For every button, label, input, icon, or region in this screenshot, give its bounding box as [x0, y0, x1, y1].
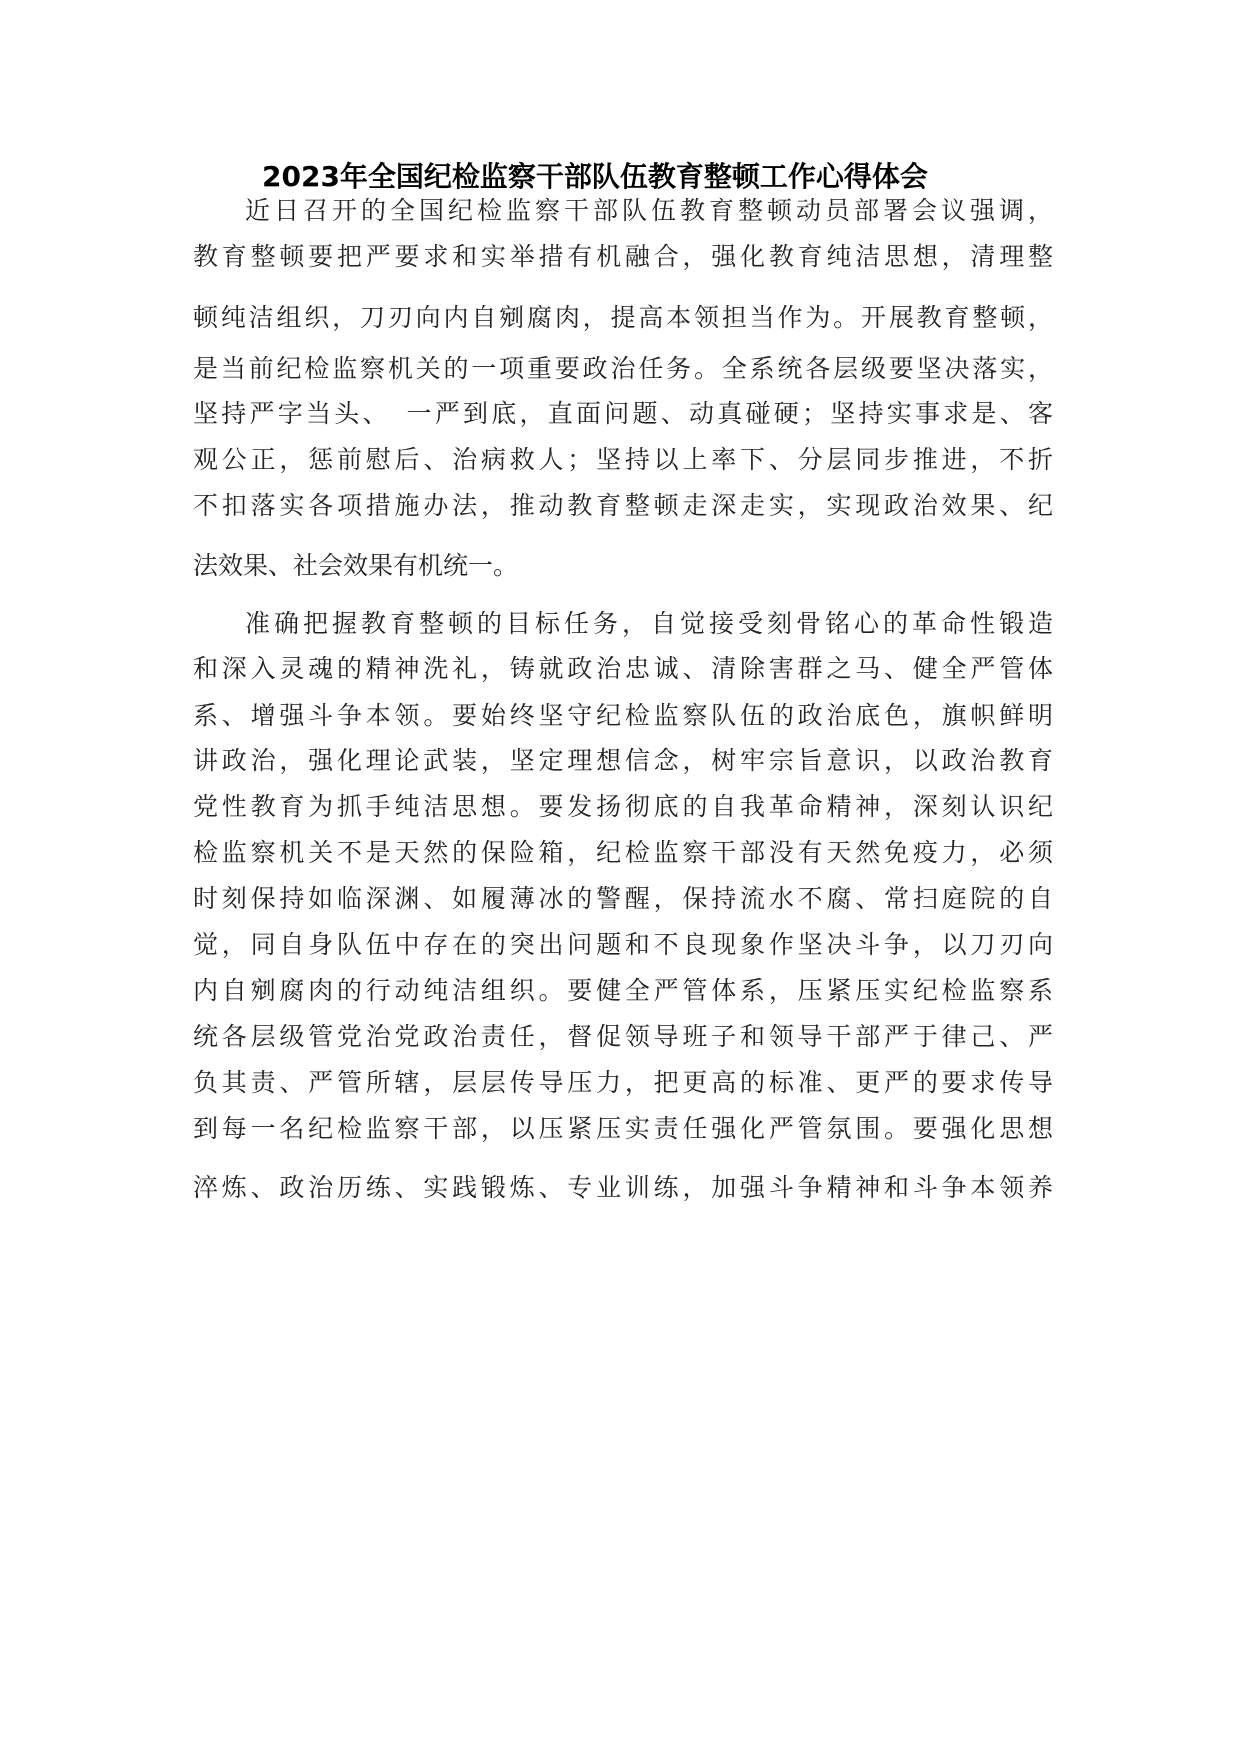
paragraph-2-line: 检监察机关不是天然的保险箱，纪检监察干部没有天然免疫力，必须 [193, 838, 1053, 867]
paragraph-2-line: 负其责、严管所辖，层层传导压力，把更高的标准、更严的要求传导 [193, 1068, 1053, 1097]
paragraph-1-line: 是当前纪检监察机关的一项重要政治任务。全系统各层级要坚决落实， [193, 354, 1053, 383]
paragraph-1-line: 法效果、社会效果有机统一。 [193, 551, 519, 580]
paragraph-2-line: 和深入灵魂的精神洗礼，铸就政治忠诚、清除害群之马、健全严管体 [193, 654, 1053, 683]
document-title: 2023年全国纪检监察干部队伍教育整顿工作心得体会 [262, 160, 928, 193]
paragraph-1-line: 不扣落实各项措施办法，推动教育整顿走深走实，实现政治效果、纪 [193, 491, 1053, 520]
paragraph-1-line: 教育整顿要把严要求和实举措有机融合，强化教育纯洁思想，清理整 [193, 242, 1053, 271]
paragraph-2-line: 统各层级管党治党政治责任，督促领导班子和领导干部严于律己、严 [193, 1022, 1053, 1051]
paragraph-2-line: 时刻保持如临深渊、如履薄冰的警醒，保持流水不腐、常扫庭院的自 [193, 884, 1053, 913]
paragraph-1-line: 顿纯洁组织，刀刃向内自剜腐肉，提高本领担当作为。开展教育整顿， [193, 303, 1053, 332]
paragraph-1-line: 坚持严字当头、 一严到底，直面问题、动真碰硬；坚持实事求是、客 [193, 399, 1053, 428]
paragraph-2-line: 党性教育为抓手纯洁思想。要发扬彻底的自我革命精神，深刻认识纪 [193, 792, 1053, 821]
paragraph-2-line: 准确把握教育整顿的目标任务，自觉接受刻骨铭心的革命性锻造 [245, 609, 1053, 638]
paragraph-2-line: 内自剜腐肉的行动纯洁组织。要健全严管体系，压紧压实纪检监察系 [193, 976, 1053, 1005]
paragraph-2-line: 觉，同自身队伍中存在的突出问题和不良现象作坚决斗争，以刀刃向 [193, 930, 1053, 959]
paragraph-2-line: 淬炼、政治历练、实践锻炼、专业训练，加强斗争精神和斗争本领养 [193, 1173, 1053, 1202]
paragraph-1-line: 观公正，惩前慰后、治病救人；坚持以上率下、分层同步推进，不折 [193, 445, 1053, 474]
paragraph-2-line: 到每一名纪检监察干部，以压紧压实责任强化严管氛围。要强化思想 [193, 1114, 1053, 1143]
paragraph-1-line: 近日召开的全国纪检监察干部队伍教育整顿动员部署会议强调， [245, 196, 1053, 225]
paragraph-2-line: 系、增强斗争本领。要始终坚守纪检监察队伍的政治底色，旗帜鲜明 [193, 701, 1053, 730]
paragraph-2-line: 讲政治，强化理论武装，坚定理想信念，树牢宗旨意识，以政治教育 [193, 746, 1053, 775]
